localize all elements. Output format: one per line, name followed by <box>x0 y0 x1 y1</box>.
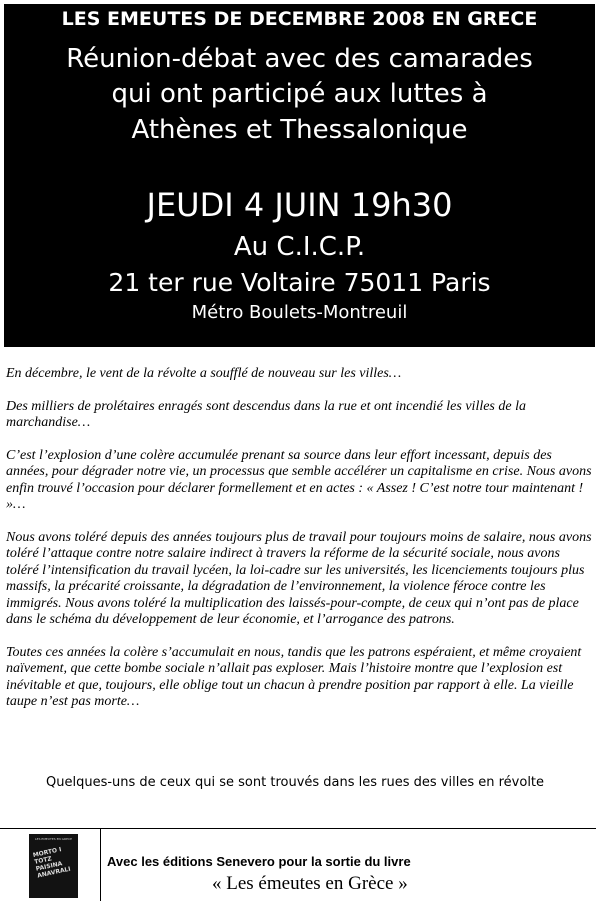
event-address: 21 ter rue Voltaire 75011 Paris <box>108 268 491 297</box>
event-place: Au C.I.C.P. <box>233 232 366 262</box>
paragraph-5: Toutes ces années la colère s’accumulait en nous, tandis que les patrons espéraient, et même croyaient naïvement, que cette bombe sociale n’allait pas exploser. Mais l’histoire montre que l’explosion est inévitable et que, toujours, elle oblige tout un chacun à prendre position par rapport à elle. La vieille taupe n’est pas morte… <box>6 644 582 709</box>
book-cover-scrawl: MORTO I TOTZ PAISINA ANAVRALI <box>32 846 72 880</box>
header-banner <box>4 4 595 347</box>
main-title: LES EMEUTES DE DECEMBRE 2008 EN GRECE <box>61 8 538 30</box>
footer-book-title: « Les émeutes en Grèce » <box>212 873 408 894</box>
paragraph-1: En décembre, le vent de la révolte a soufflé de nouveau sur les villes… <box>6 366 402 381</box>
subtitle-line-1: Réunion-débat avec des camarades <box>66 44 533 74</box>
footer-vertical-divider <box>100 829 101 901</box>
book-cover-image <box>29 834 78 898</box>
paragraph-4: Nous avons toléré depuis des années toujours plus de travail pour toujours moins de salaire, nous avons toléré l’attaque contre notre salaire indirect à travers la réforme de la sécurité sociale, nous avons toléré l’intensification du travail lycéen, la loi-cadre sur les universités, les licenciements toujours plus massifs, la précarité croissante, la dégradation de l’environnement, la violence féroce contre les immigrés. Nous avons toléré la multiplication des laissés-pour-compte, de ceux qui n’ont pas de place dans le schéma du développement de leur économie, et l’arrogance des patrons. <box>6 529 592 627</box>
subtitle-line-3: Athènes et Thessalonique <box>131 115 468 145</box>
footer-publisher-line: Avec les éditions Senevero pour la sortie du livre <box>107 854 411 869</box>
event-date: JEUDI 4 JUIN 19h30 <box>146 186 453 224</box>
event-metro: Métro Boulets-Montreuil <box>191 302 408 323</box>
footer-divider <box>0 828 596 829</box>
subtitle-line-2: qui ont participé aux luttes à <box>111 79 488 109</box>
body-text <box>6 366 592 727</box>
signature: Quelques-uns de ceux qui se sont trouvés dans les rues des villes en révolte <box>46 775 545 790</box>
paragraph-2: Des milliers de prolétaires enragés sont descendus dans la rue et ont incendié les villes de la marchandise… <box>6 398 526 430</box>
book-cover-title: LES EMEUTES EN GRECE <box>35 837 72 841</box>
paragraph-3: C’est l’explosion d’une colère accumulée prenant sa source dans leur effort incessant, depuis des années, pour dégrader notre vie, un processus que semble accélérer un capitalisme en crise. Nous avons enfin trouvé l’occasion pour déclarer formellement et en actes : « Assez ! C’est notre tour maintenant ! »… <box>6 447 592 512</box>
